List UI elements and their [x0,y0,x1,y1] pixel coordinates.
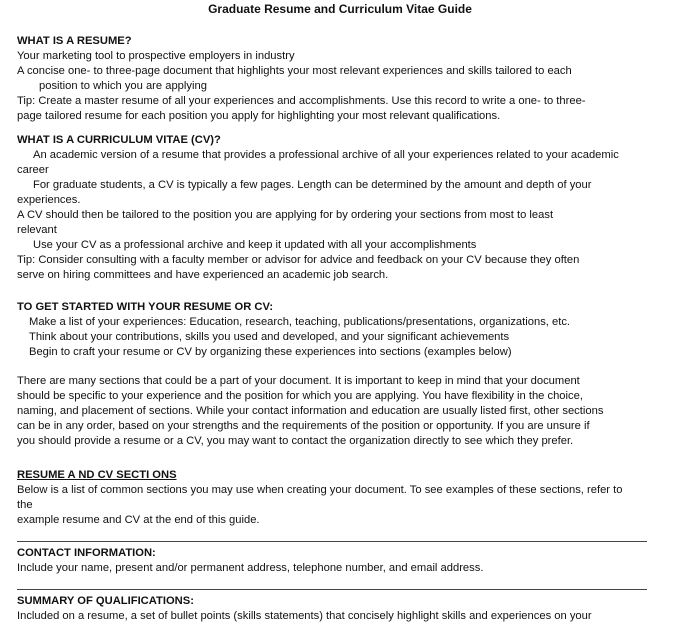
cv-p3a: A CV should then be tailored to the position you are applying for by ordering your sections from most to least [17,209,554,221]
divider-rule [17,541,647,542]
sections-para-line-4: can be in any order, based on your strengths and the requirements of the position or opportunity. If you are unsure if [17,420,590,432]
sections-para-line-1: There are many sections that could be a part of your document. It is important to keep in mind that your document [17,375,580,387]
divider-rule [17,589,647,590]
sections-para-line-3: naming, and placement of sections. While your contact information and education are usually listed first, other sections [17,405,604,417]
resume-line-2b: position to which you are applying [39,80,207,92]
cv-heading: WHAT IS A CURRICULUM VITAE (CV)? [17,134,221,146]
cv-p4: Use your CV as a professional archive and keep it updated with all your accomplishments [33,239,477,251]
resume-cv-sections-heading: RESUME A ND CV SECTI ONS [17,469,177,481]
get-started-bullet-2: Think about your contributions, skills you used and developed, and your significant achievements [29,331,510,343]
cv-tip-a: Tip: Consider consulting with a faculty member or advisor for advice and feedback on your CV because they often [17,254,580,266]
resume-tip-a: Tip: Create a master resume of all your experiences and accomplishments. Use this record to write a one- to three- [17,95,586,107]
get-started-bullet-1: Make a list of your experiences: Education, research, teaching, publications/presentations, organizations, etc. [29,316,571,328]
get-started-bullet-3: Begin to craft your resume or CV by organizing these experiences into sections (examples below) [29,346,512,358]
cv-p2b: experiences. [17,194,81,206]
resume-tip-b: page tailored resume for each position you apply for highlighting your most relevant qualifications. [17,110,501,122]
resume-cv-sections-line-1: Below is a list of common sections you may use when creating your document. To see examples of these sections, refer to [17,484,623,496]
resume-section [17,34,667,124]
contact-heading: CONTACT INFORMATION: [17,547,156,559]
cv-p2a: For graduate students, a CV is typically a few pages. Length can be determined by the amount and depth of your [33,179,592,191]
cv-p1b: career [17,164,49,176]
cv-section [17,133,667,283]
sections-para-line-2: should be specific to your experience and the position for which you are applying. You have flexibility in the choice, [17,390,583,402]
resume-cv-sections-line-2: the [17,499,33,511]
resume-heading: WHAT IS A RESUME? [17,35,132,47]
resume-line-1: Your marketing tool to prospective employers in industry [17,50,295,62]
cv-p3b: relevant [17,224,57,236]
get-started-section [17,300,667,360]
resume-line-2a: A concise one- to three-page document that highlights your most relevant experiences and skills tailored to each [17,65,572,77]
contact-text: Include your name, present and/or permanent address, telephone number, and email address. [17,562,484,574]
summary-heading: SUMMARY OF QUALIFICATIONS: [17,595,194,607]
summary-section [17,594,667,624]
contact-section [17,546,667,576]
resume-cv-sections-line-3: example resume and CV at the end of this guide. [17,514,260,526]
get-started-heading: TO GET STARTED WITH YOUR RESUME OR CV: [17,301,274,313]
sections-paragraph [17,374,667,449]
document-title: Graduate Resume and Curriculum Vitae Guide [208,2,472,16]
resume-cv-sections [17,468,667,528]
sections-para-line-5: you should provide a resume or a CV, you may want to contact the organization directly to see which they prefer. [17,435,574,447]
cv-p1a: An academic version of a resume that provides a professional archive of all your experiences related to your academic [33,149,619,161]
cv-tip-b: serve on hiring committees and have experienced an academic job search. [17,269,389,281]
summary-text: Included on a resume, a set of bullet points (skills statements) that concisely highlight skills and experiences on your [17,610,592,622]
